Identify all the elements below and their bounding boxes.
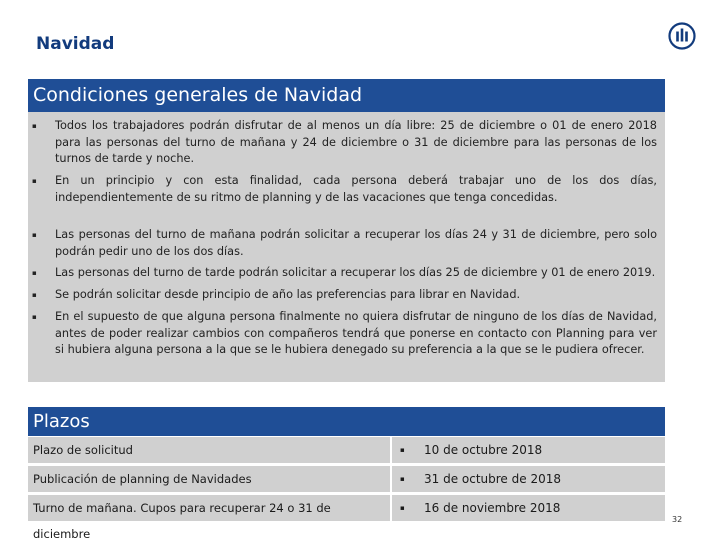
allianz-logo-icon: [668, 22, 696, 50]
plazo-label: Turno de mañana. Cupos para recuperar 24 o 31 de diciembre: [28, 495, 390, 521]
condition-text: Todos los trabajadores podrán disfrutar de al menos un día libre: 25 de diciembre o 01 de enero 2018 para las personas del turno de mañana y 24 de diciembre o 31 de diciembre para las personas de los turnos de tarde y noche.: [55, 119, 657, 165]
plazo-date: 10 de octubre 2018: [424, 443, 543, 457]
bullet-icon: ▪: [32, 231, 37, 239]
condition-text: En el supuesto de que alguna persona finalmente no quiera disfrutar de ninguno de los días de Navidad, antes de poder realizar cambios con compañeros tendrá que ponerse en contacto con Planning para ver si hubiera alguna persona a la que se le hubiera denegado su preferencia a la que se le pudiera ofrecer.: [55, 310, 657, 356]
conditions-panel: [28, 112, 665, 382]
table-row: [28, 436, 665, 465]
bullet-icon: ▪: [32, 122, 37, 130]
condition-text: Se podrán solicitar desde principio de año las preferencias para librar en Navidad.: [55, 288, 521, 301]
condition-text: Las personas del turno de tarde podrán solicitar a recuperar los días 25 de diciembre y 01 de enero 2019.: [55, 266, 656, 279]
page-title: Navidad: [36, 34, 115, 54]
plazo-label: Publicación de planning de Navidades: [28, 466, 390, 492]
plazo-label: Plazo de solicitud: [28, 437, 390, 463]
bullet-icon: ▪: [400, 475, 405, 483]
table-row: [28, 465, 665, 494]
plazo-date: 31 de octubre de 2018: [424, 472, 561, 486]
plazos-header: Plazos: [28, 407, 665, 436]
page-number: 32: [672, 515, 683, 524]
conditions-header: Condiciones generales de Navidad: [28, 79, 665, 112]
bullet-icon: ▪: [32, 291, 37, 299]
bullet-icon: ▪: [32, 269, 37, 277]
condition-text: Las personas del turno de mañana podrán solicitar a recuperar los días 24 y 31 de diciembre, pero solo podrán pedir uno de los dos días.: [55, 228, 657, 258]
bullet-icon: ▪: [32, 313, 37, 321]
bullet-icon: ▪: [400, 504, 405, 512]
plazo-date: 16 de noviembre 2018: [424, 501, 561, 515]
plazos-table: [28, 436, 665, 540]
plazo-value-cell: [392, 437, 665, 463]
table-row: [28, 494, 665, 540]
bullet-icon: ▪: [400, 446, 405, 454]
bullet-icon: ▪: [32, 177, 37, 185]
condition-text: En un principio y con esta finalidad, cada persona deberá trabajar uno de los dos días, independientemente de su ritmo de planning y de las vacaciones que tenga concedidas.: [55, 174, 657, 204]
plazo-value-cell: [392, 495, 665, 521]
plazo-value-cell: [392, 466, 665, 492]
